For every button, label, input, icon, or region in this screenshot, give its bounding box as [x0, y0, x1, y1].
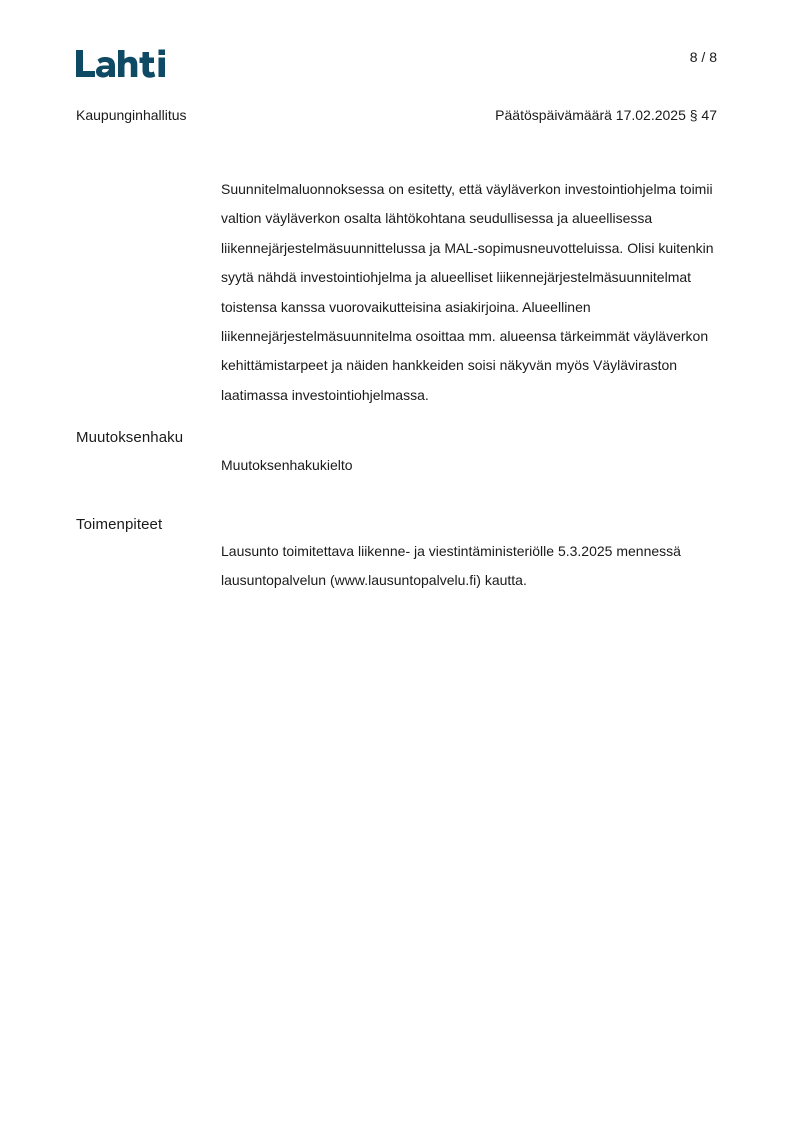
actions-heading: Toimenpiteet: [76, 516, 163, 533]
appeal-heading: Muutoksenhaku: [76, 429, 184, 446]
decision-date: Päätöspäivämäärä 17.02.2025 § 47: [495, 107, 717, 123]
actions-text: Lausunto toimitettava liikenne- ja viestintäministeriölle 5.3.2025 mennessä lausuntopalvelun (www.lausuntopalvelu.fi) kautta.: [221, 543, 681, 589]
statement-paragraph: Suunnitelmaluonnoksessa on esitetty, että väyläverkon investointiohjelma toimii valtion väyläverkon osalta lähtökohtana seudullisessa ja alueellisessa liikennejärjestelmäsuunnittelussa ja MAL-sopimusneuvotteluissa. Olisi kuitenkin syytä nähdä investointiohjelma ja alueelliset liikennejärjestelmäsuunnitelmat toistensa kanssa vuorovaikutteisina asiakirjoina. Alueellinen liikennejärjestelmäsuunnitelma osoittaa mm. alueensa tärkeimmät väyläverkon kehittämistarpeet ja näiden hankkeiden soisi näkyvän myös Väyläviraston laatimassa investointiohjelmassa.: [221, 181, 714, 403]
organization-name: Kaupunginhallitus: [76, 107, 187, 123]
appeal-text: Muutoksenhakukielto: [221, 457, 353, 473]
page-number: 8 / 8: [689, 49, 717, 65]
lahti-logo: [75, 44, 167, 82]
